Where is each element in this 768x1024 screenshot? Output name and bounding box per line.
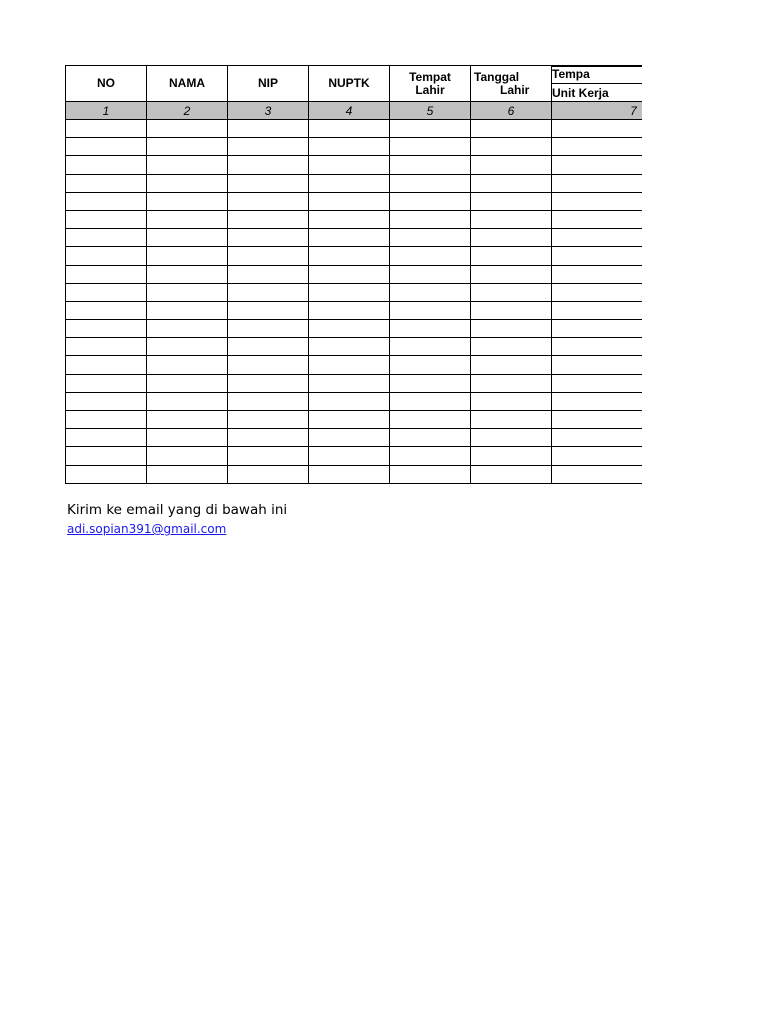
table-cell[interactable] <box>66 283 147 301</box>
table-cell[interactable] <box>309 138 390 156</box>
header-nuptk: NUPTK <box>309 66 390 102</box>
table-cell[interactable] <box>66 429 147 447</box>
table-cell[interactable] <box>471 247 552 265</box>
table-cell[interactable] <box>471 120 552 138</box>
table-cell[interactable] <box>66 320 147 338</box>
table-cell[interactable] <box>228 356 309 374</box>
table-cell[interactable] <box>228 229 309 247</box>
table-cell[interactable] <box>309 229 390 247</box>
header-tempat-lahir-line1: Tempat <box>409 69 451 84</box>
table-cell[interactable] <box>228 192 309 210</box>
table-cell[interactable] <box>471 338 552 356</box>
table-cell[interactable] <box>66 210 147 228</box>
table-cell[interactable] <box>390 447 471 465</box>
table-cell[interactable] <box>66 156 147 174</box>
column-number-cell: 1 <box>66 102 147 120</box>
table-cell[interactable] <box>309 192 390 210</box>
table-cell[interactable] <box>228 465 309 483</box>
table-cell[interactable] <box>471 320 552 338</box>
table-cell[interactable] <box>147 465 228 483</box>
table-cell[interactable] <box>66 138 147 156</box>
table-cell[interactable] <box>552 392 643 410</box>
table-cell[interactable] <box>147 283 228 301</box>
table-cell[interactable] <box>147 320 228 338</box>
table-cell[interactable] <box>471 356 552 374</box>
header-unit-kerja: Unit Kerja <box>552 84 643 102</box>
column-number-cell: 6 <box>471 102 552 120</box>
email-link[interactable]: adi.sopian391@gmail.com <box>67 522 227 536</box>
table-cell[interactable] <box>471 283 552 301</box>
header-tanggal-lahir-line2: Lahir <box>500 82 530 97</box>
table-cell[interactable] <box>147 411 228 429</box>
table-cell[interactable] <box>66 120 147 138</box>
table-cell[interactable] <box>471 392 552 410</box>
table-cell[interactable] <box>552 229 643 247</box>
table-cell[interactable] <box>66 356 147 374</box>
table-row <box>66 320 643 338</box>
table-cell[interactable] <box>552 265 643 283</box>
table-row <box>66 138 643 156</box>
table-cell[interactable] <box>228 247 309 265</box>
table-cell[interactable] <box>228 138 309 156</box>
table-cell[interactable] <box>390 283 471 301</box>
table-cell[interactable] <box>390 247 471 265</box>
table-cell[interactable] <box>309 283 390 301</box>
table-cell[interactable] <box>390 120 471 138</box>
table-cell[interactable] <box>552 447 643 465</box>
column-number-cell: 4 <box>309 102 390 120</box>
header-tempat-lahir <box>390 66 471 102</box>
table-cell[interactable] <box>390 338 471 356</box>
table-cell[interactable] <box>390 174 471 192</box>
table-cell[interactable] <box>147 210 228 228</box>
table-cell[interactable] <box>552 120 643 138</box>
table-cell[interactable] <box>228 447 309 465</box>
header-tempat-group: Tempa <box>552 66 643 84</box>
table-cell[interactable] <box>390 210 471 228</box>
table-cell[interactable] <box>552 301 643 319</box>
table-cell[interactable] <box>309 120 390 138</box>
table-row <box>66 411 643 429</box>
table-cell[interactable] <box>309 156 390 174</box>
table-cell[interactable] <box>147 120 228 138</box>
table-cell[interactable] <box>66 265 147 283</box>
table-cell[interactable] <box>390 265 471 283</box>
table-cell[interactable] <box>147 192 228 210</box>
table-cell[interactable] <box>390 229 471 247</box>
table-cell[interactable] <box>309 265 390 283</box>
table-cell[interactable] <box>390 156 471 174</box>
table-cell[interactable] <box>309 301 390 319</box>
table-row <box>66 192 643 210</box>
table-row <box>66 374 643 392</box>
table-cell[interactable] <box>66 392 147 410</box>
table-cell[interactable] <box>66 247 147 265</box>
table-row <box>66 447 643 465</box>
table-cell[interactable] <box>552 465 643 483</box>
table-cell[interactable] <box>147 174 228 192</box>
table-cell[interactable] <box>66 174 147 192</box>
table-cell[interactable] <box>147 156 228 174</box>
table-cell[interactable] <box>309 374 390 392</box>
table-cell[interactable] <box>147 301 228 319</box>
table-cell[interactable] <box>309 356 390 374</box>
table-cell[interactable] <box>552 338 643 356</box>
table-cell[interactable] <box>228 156 309 174</box>
data-table <box>65 65 642 484</box>
table-cell[interactable] <box>471 210 552 228</box>
header-nama: NAMA <box>147 66 228 102</box>
table-cell[interactable] <box>147 392 228 410</box>
table-cell[interactable] <box>552 374 643 392</box>
table-cell[interactable] <box>309 392 390 410</box>
table-cell[interactable] <box>471 265 552 283</box>
table-cell[interactable] <box>147 356 228 374</box>
column-number-cell: 7 <box>552 102 643 120</box>
table-cell[interactable] <box>309 411 390 429</box>
table-cell[interactable] <box>471 138 552 156</box>
table-cell[interactable] <box>309 447 390 465</box>
header-no: NO <box>66 66 147 102</box>
table-cell[interactable] <box>471 411 552 429</box>
header-tempat-lahir-line2: Lahir <box>415 82 445 97</box>
table-cell[interactable] <box>471 156 552 174</box>
table-row <box>66 283 643 301</box>
header-nip: NIP <box>228 66 309 102</box>
table-cell[interactable] <box>552 247 643 265</box>
table-cell[interactable] <box>552 156 643 174</box>
table-row <box>66 120 643 138</box>
table-cell[interactable] <box>228 411 309 429</box>
table-cell[interactable] <box>228 120 309 138</box>
table-cell[interactable] <box>552 429 643 447</box>
table-cell[interactable] <box>552 283 643 301</box>
table-row <box>66 210 643 228</box>
table-row <box>66 356 643 374</box>
table-row <box>66 229 643 247</box>
table-cell[interactable] <box>390 301 471 319</box>
table-row <box>66 429 643 447</box>
table-row <box>66 174 643 192</box>
table-cell[interactable] <box>66 374 147 392</box>
table-cell[interactable] <box>66 338 147 356</box>
table-cell[interactable] <box>390 356 471 374</box>
table-cell[interactable] <box>228 301 309 319</box>
column-number-cell: 5 <box>390 102 471 120</box>
table-row <box>66 465 643 483</box>
header-tanggal-lahir-line1: Tanggal <box>474 69 520 84</box>
table-row <box>66 301 643 319</box>
table-cell[interactable] <box>471 374 552 392</box>
table-cell[interactable] <box>390 429 471 447</box>
table-cell[interactable] <box>66 411 147 429</box>
table-cell[interactable] <box>228 320 309 338</box>
table-cell[interactable] <box>66 301 147 319</box>
table-cell[interactable] <box>309 338 390 356</box>
table-cell[interactable] <box>552 210 643 228</box>
table-cell[interactable] <box>390 374 471 392</box>
table-row <box>66 265 643 283</box>
table-cell[interactable] <box>390 465 471 483</box>
table-cell[interactable] <box>309 174 390 192</box>
table-cell[interactable] <box>390 138 471 156</box>
table-cell[interactable] <box>390 411 471 429</box>
table-cell[interactable] <box>147 429 228 447</box>
table-cell[interactable] <box>228 210 309 228</box>
table-cell[interactable] <box>147 229 228 247</box>
table-cell[interactable] <box>147 338 228 356</box>
table-cell[interactable] <box>471 447 552 465</box>
table-cell[interactable] <box>147 374 228 392</box>
table-cell[interactable] <box>228 392 309 410</box>
table-row <box>66 247 643 265</box>
table-cell[interactable] <box>147 247 228 265</box>
table-cell[interactable] <box>228 174 309 192</box>
table-cell[interactable] <box>309 247 390 265</box>
table-cell[interactable] <box>228 338 309 356</box>
table-cell[interactable] <box>228 283 309 301</box>
table-cell[interactable] <box>147 265 228 283</box>
table-cell[interactable] <box>390 392 471 410</box>
table-cell[interactable] <box>66 447 147 465</box>
table-cell[interactable] <box>228 265 309 283</box>
table-cell[interactable] <box>471 229 552 247</box>
table-row <box>66 392 643 410</box>
table-cell[interactable] <box>552 411 643 429</box>
table-cell[interactable] <box>147 447 228 465</box>
table-cell[interactable] <box>390 192 471 210</box>
table-cell[interactable] <box>309 320 390 338</box>
table-cell[interactable] <box>471 192 552 210</box>
column-number-cell: 2 <box>147 102 228 120</box>
table-cell[interactable] <box>471 301 552 319</box>
table-cell[interactable] <box>66 465 147 483</box>
table-cell[interactable] <box>552 356 643 374</box>
table-cell[interactable] <box>228 374 309 392</box>
table-cell[interactable] <box>66 192 147 210</box>
table-cell[interactable] <box>552 138 643 156</box>
table-row <box>66 156 643 174</box>
table-cell[interactable] <box>552 192 643 210</box>
table-cell[interactable] <box>66 229 147 247</box>
table-cell[interactable] <box>309 465 390 483</box>
table-cell[interactable] <box>309 210 390 228</box>
table-row <box>66 338 643 356</box>
header-tanggal-lahir <box>471 66 552 102</box>
table-cell[interactable] <box>471 429 552 447</box>
column-number-row <box>66 102 643 120</box>
table-cell[interactable] <box>471 465 552 483</box>
table-cell[interactable] <box>552 174 643 192</box>
column-number-cell: 3 <box>228 102 309 120</box>
table-cell[interactable] <box>552 320 643 338</box>
table-cell[interactable] <box>390 320 471 338</box>
spreadsheet-area <box>65 65 642 485</box>
table-cell[interactable] <box>228 429 309 447</box>
instruction-text: Kirim ke email yang di bawah ini <box>67 502 288 518</box>
table-cell[interactable] <box>309 429 390 447</box>
table-cell[interactable] <box>147 138 228 156</box>
table-cell[interactable] <box>471 174 552 192</box>
